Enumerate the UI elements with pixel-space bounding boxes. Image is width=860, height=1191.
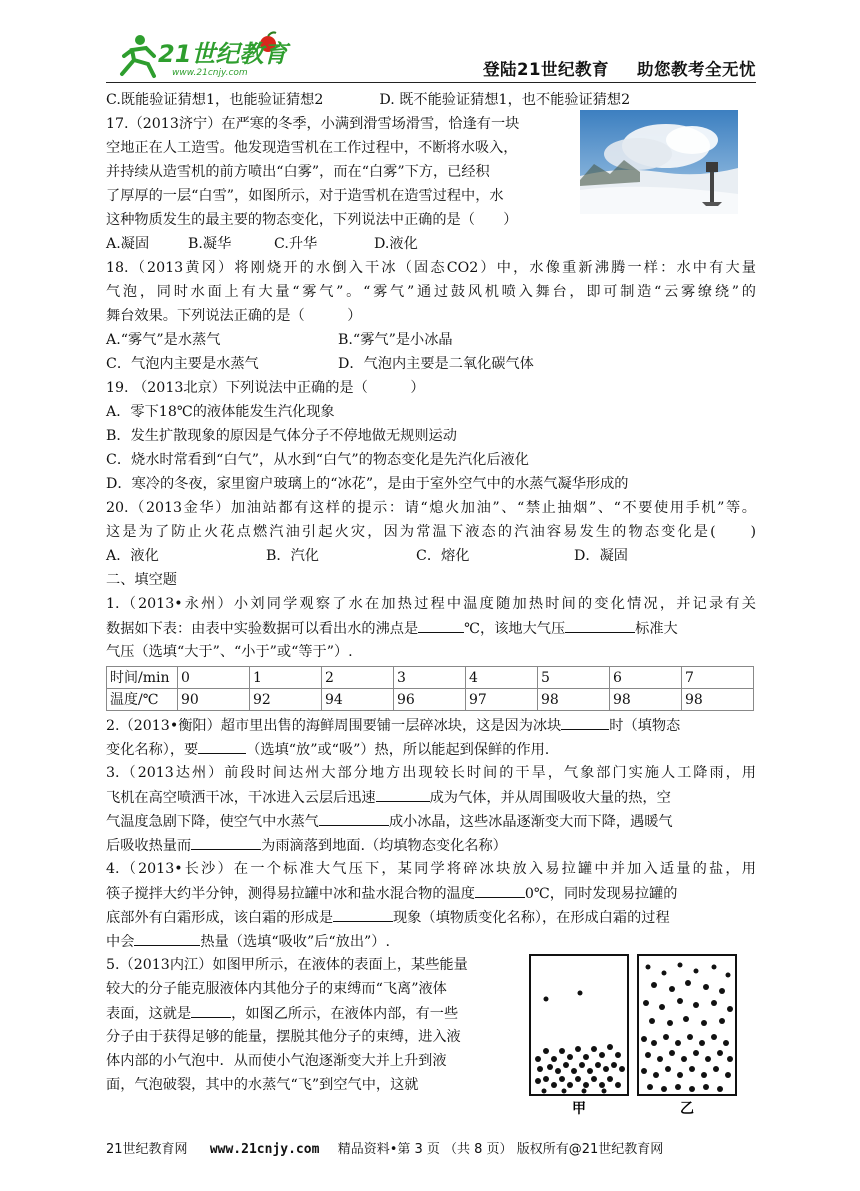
fill2-line: 变化名称），要 （选填“放”或“吸”）热，所以能起到保鲜的作用. [106,737,756,761]
table-cell: 98 [610,689,682,711]
table-cell: 98 [538,689,610,711]
table-cell: 1 [250,667,322,689]
table-cell: 92 [250,689,322,711]
table-cell: 7 [682,667,754,689]
fill1-line: 1.（2013•永州）小刘同学观察了水在加热过程中温度随加热时间的变化情况，并记录有关 [106,596,756,612]
q17-line: 了厚厚的一层“白雪”，如图所示，对于造雪机在造雪过程中，水 [106,188,504,204]
table-cell: 时间/min [107,667,178,689]
table-cell: 3 [394,667,466,689]
q19-option: D．寒冷的冬夜，家里窗户玻璃上的“冰花”，是由于室外空气中的水蒸气凝华形成的 [106,476,629,492]
table-cell: 96 [394,689,466,711]
page-footer [106,1138,756,1157]
answer-blank [333,905,393,922]
table-cell: 98 [682,689,754,711]
q17-line: 空地正在人工造雪。他发现造雪机在工作过程中，不断将水吸入， [106,140,518,156]
fill5-line: 5.（2013内江）如图甲所示，在液体的表面上，某些能量 [106,957,468,973]
fill4-line: 4.（2013•长沙）在一个标准大气压下，某同学将碎冰块放入易拉罐中并加入适量的盐，用 [106,861,756,877]
table-row [107,689,754,711]
answer-blank [418,616,464,633]
table-row [107,667,754,689]
table-cell: 6 [610,667,682,689]
table-cell: 90 [178,689,250,711]
page-header [106,30,756,83]
q19-option: B．发生扩散现象的原因是气体分子不停地做无规则运动 [106,428,457,444]
table-cell: 5 [538,667,610,689]
panel-jia-molecules [535,991,625,1094]
fill3-line: 后吸收热量而 为雨滴落到地面.（均填物态变化名称） [106,833,756,857]
figure-label-yi: 乙 [680,1101,694,1117]
fill1-line: 数据如下表：由表中实验数据可以看出水的沸点是 ℃，该地大气压 标准大 [106,616,756,640]
table-cell: 97 [466,689,538,711]
svg-text:21世纪教育: 21世纪教育 [158,40,288,68]
molecule-figure [524,951,742,1119]
table-cell: 0 [178,667,250,689]
footer-site: 21世纪教育网 [106,1142,188,1157]
q16-options-cd: C.既能验证猜想1，也能验证猜想2 D. 既不能验证猜想1，也不能验证猜想2 [106,92,631,108]
data-table [106,666,754,711]
fill5-line: 表面，这就是 ，如图乙所示，在液体内部，有一些 [106,1001,516,1025]
q17-line: 这种物质发生的最主要的物态变化，下列说法中正确的是（ ） [106,212,518,228]
fill4-line: 中会 热量（选填“吸收”后“放出”）. [106,929,756,953]
answer-blank [134,929,200,946]
answer-blank [191,1001,231,1018]
q20-options: A．液化 B．汽化 C．熔化 D．凝固 [106,548,628,564]
answer-blank [191,833,261,850]
fill1-line: 气压（选填“大于”、“小于”或“等于”）. [106,644,353,660]
answer-blank [319,809,389,826]
section-title: 二、填空题 [106,572,177,588]
fill2-line: 2.（2013•衡阳）超市里出售的海鲜周围要铺一层碎冰块，这是因为冰块 时（填物态 [106,713,756,737]
q20-line: 这是为了防止火花点燃汽油引起火灾，因为常温下液态的汽油容易发生的物态变化是( ) [106,524,756,540]
fill5 [106,953,756,1117]
q17-line: 17.（2013济宁）在严寒的冬季，小满到滑雪场滑雪，恰逢有一块 [106,116,520,132]
footer-url[interactable]: www.21cnjy.com [209,1142,320,1157]
q17-line: 并持续从造雪机的前方喷出“白雾”，而在“白雾”下方，已经积 [106,164,490,180]
page-content [106,88,756,1117]
header-slogan: 登陆21世纪教育 助您教考全无忧 [483,60,756,79]
q18-line: 18.（2013黄冈）将刚烧开的水倒入干冰（固态CO2）中，水像重新沸腾一样：水中有大量 [106,260,756,276]
answer-blank [475,881,525,898]
answer-blank [376,785,430,802]
q18-line: 气泡，同时水面上有大量“雾气”。“雾气”通过鼓风机喷入舞台，即可制造“云雾缭绕”的 [106,284,756,300]
svg-text:www.21cnjy.com: www.21cnjy.com [172,68,248,78]
fill5-line: 分子由于获得足够的能量，摆脱其他分子的束缚，进入液 [106,1029,461,1045]
answer-blank [561,713,609,730]
panel-yi-molecules [641,963,733,1093]
fill5-line: 体内部的小气泡中．从而使小气泡逐渐变大并上升到液 [106,1053,447,1069]
q18-options-ab: A.“雾气”是水蒸气 B.“雾气”是小冰晶 [106,332,453,348]
logo-21cnjy-icon [114,30,314,80]
figure-label-jia: 甲 [572,1101,586,1117]
fill4-line: 筷子搅拌大约半分钟，测得易拉罐中冰和盐水混合物的温度 0℃，同时发现易拉罐的 [106,881,756,905]
table-cell: 4 [466,667,538,689]
question-17 [106,112,756,256]
footer-page-info: 精品资料•第 3 页 （共 8 页） 版权所有@21世纪教育网 [337,1142,664,1157]
fill3-line: 3.（2013达州）前段时间达州大部分地方出现较长时间的干旱，气象部门实施人工降雨，用 [106,765,756,781]
q18-options-cd: C．气泡内主要是水蒸气 D．气泡内主要是二氧化碳气体 [106,356,534,372]
q19-line: 19. （2013北京）下列说法中正确的是（ ） [106,380,425,396]
table-cell: 94 [322,689,394,711]
answer-blank [565,616,635,633]
table-cell: 2 [322,667,394,689]
q18-line: 舞台效果。下列说法正确的是（ ） [106,308,362,324]
fill3-line: 气温度急剧下降，使空气中水蒸气 成小冰晶，这些冰晶逐渐变大而下降，遇暖气 [106,809,756,833]
q20-line: 20.（2013金华）加油站都有这样的提示：请“熄火加油”、“禁止抽烟”、“不要使用手机”等。 [106,500,756,516]
table-cell: 温度/℃ [107,689,178,711]
snow-machine-photo [580,110,738,214]
q19-option: C．烧水时常看到“白气”，从水到“白气”的物态变化是先汽化后液化 [106,452,529,468]
q17-options: A.凝固 B.凝华 C.升华 D.液化 [106,236,418,252]
answer-blank [198,737,246,754]
fill3-line: 飞机在高空喷洒干冰，干冰进入云层后迅速 成为气体，并从周围吸收大量的热，空 [106,785,756,809]
fill4-line: 底部外有白霜形成，该白霜的形成是 现象（填物质变化名称），在形成白霜的过程 [106,905,756,929]
fill5-line: 较大的分子能克服液体内其他分子的束缚而“飞离”液体 [106,981,447,997]
q19-option: A．零下18℃的液体能发生汽化现象 [106,404,335,420]
fill5-line: 面，气泡破裂，其中的水蒸气“飞”到空气中，这就 [106,1077,419,1093]
